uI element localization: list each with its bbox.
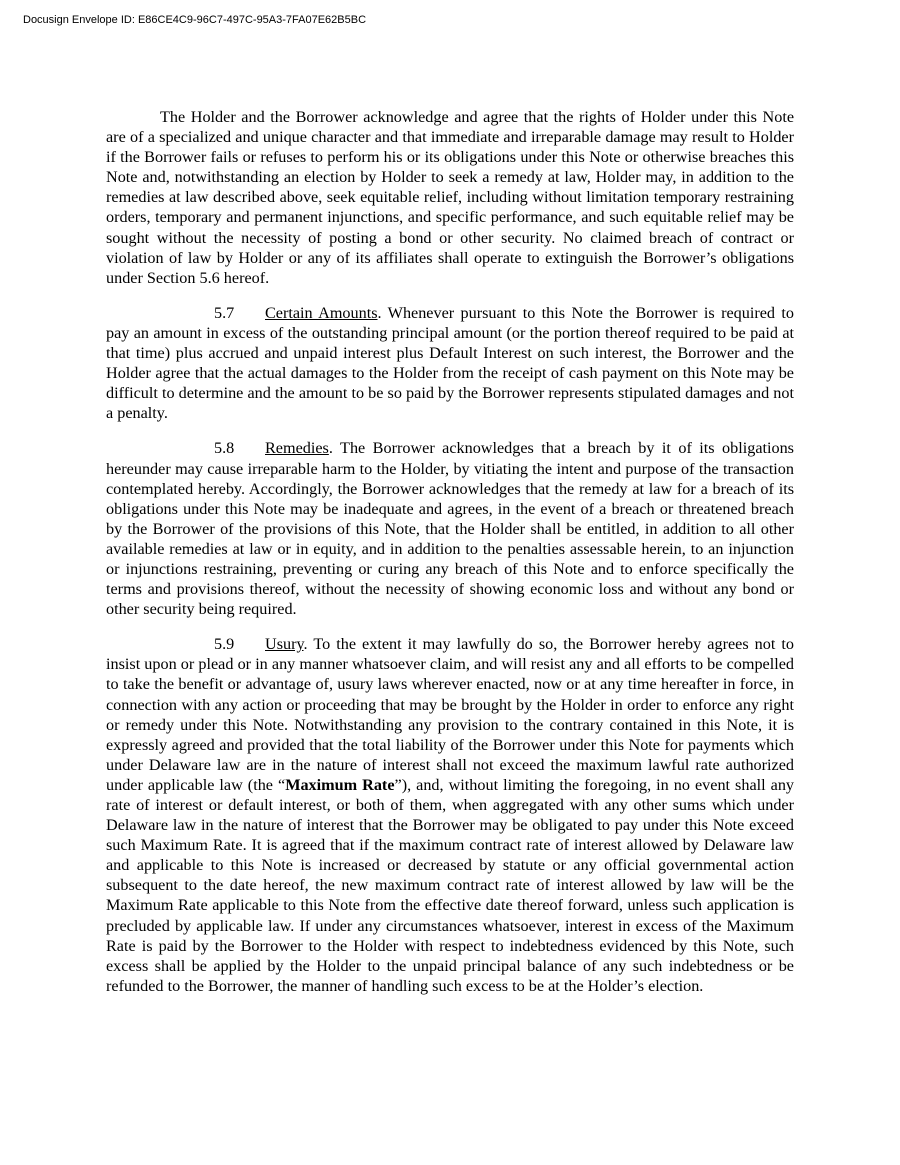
section-text: . To the extent it may lawfully do so, the Borrower hereby agrees not to insist upon or plead or in any manner whatsoever claim, and will resist any and all efforts to be compelled to take the benefit or advantage of, usury laws wherever enacted, now or at any time hereafter in force, in connection with any action or proceeding that may be brought by the Holder in order to enforce any right or remedy under this Note. Notwithstanding any provision to the contrary contained in this Note, it is expressly agreed and provided that the total liability of the Borrower under this Note for payments which under Delaware law are in the nature of interest shall not exceed the maximum lawful rate authorized under applicable law (the “ xyxy=(106,635,794,794)
section-5-9 xyxy=(106,634,794,996)
section-heading: Certain Amounts xyxy=(265,303,378,322)
section-text-continued: ”), and, without limiting the foregoing, in no event shall any rate of interest or default interest, or both of them, when aggregated with any other sums which under Delaware law in the nature of interest that the Borrower may be obligated to pay under this Note exceed such Maximum Rate. It is agreed that if the maximum contract rate of interest allowed by Delaware law and applicable to this Note is increased or decreased by statute or any official governmental action subsequent to the date hereof, the new maximum contract rate of interest allowed by law will be the Maximum Rate applicable to this Note from the effective date thereof forward, unless such application is precluded by applicable law. If under any circumstances whatsoever, interest in excess of the Maximum Rate is paid by the Borrower to the Holder with respect to indebtedness evidenced by this Note, such excess shall be applied by the Holder to the unpaid principal balance of any such indebtedness or be refunded to the Borrower, the manner of handling such excess to be at the Holder’s election. xyxy=(106,775,795,995)
section-number: 5.8 xyxy=(214,439,235,458)
section-heading: Usury xyxy=(265,635,304,654)
envelope-id-header: Docusign Envelope ID: E86CE4C9-96C7-497C-95A3-7FA07E62B5BC xyxy=(23,14,367,26)
section-text: . The Borrower acknowledges that a breach by it of its obligations hereunder may cause irreparable harm to the Holder, by vitiating the intent and purpose of the transaction contemplated hereby. Accordingly, the Borrower acknowledges that the remedy at law for a breach of its obligations under this Note may be inadequate and agrees, in the event of a breach or threatened breach by the Borrower of the provisions of this Note, that the Holder shall be entitled, in addition to all other available remedies at law or in equity, and in addition to the penalties assessable herein, to an injunction or injunctions restraining, preventing or curing any breach of this Note and to enforce specifically the terms and provisions thereof, without the necessity of showing economic loss and without any bond or other security being required. xyxy=(106,439,794,619)
section-number: 5.9 xyxy=(214,635,235,654)
section-heading: Remedies xyxy=(265,439,329,458)
section-5-8 xyxy=(106,438,794,619)
section-text: . Whenever pursuant to this Note the Borrower is required to pay an amount in excess of the outstanding principal amount (or the portion thereof required to be paid at that time) plus accrued and unpaid interest plus Default Interest on such interest, the Borrower and the Holder agree that the actual damages to the Holder from the receipt of cash payment on this Note may be difficult to determine and the amount to be so paid by the Borrower represents stipulated damages and not a penalty. xyxy=(106,303,794,423)
section-5-7 xyxy=(106,303,794,424)
section-number: 5.7 xyxy=(214,303,235,322)
defined-term-maximum-rate: Maximum Rate xyxy=(285,775,395,794)
document-body xyxy=(106,107,794,1011)
paragraph-intro: The Holder and the Borrower acknowledge and agree that the rights of Holder under this Note are of a specialized and unique character and that immediate and irreparable damage may result to Holder if the Borrower fails or refuses to perform his or its obligations under this Note or otherwise breaches this Note and, notwithstanding an election by Holder to seek a remedy at law, Holder may, in addition to the remedies at law described above, seek equitable relief, including without limitation temporary restraining orders, temporary and permanent injunctions, and specific performance, and such equitable relief may be sought without the necessity of posting a bond or other security. No claimed breach of contract or violation of law by Holder or any of its affiliates shall operate to extinguish the Borrower’s obligations under Section 5.6 hereof. xyxy=(106,108,794,287)
